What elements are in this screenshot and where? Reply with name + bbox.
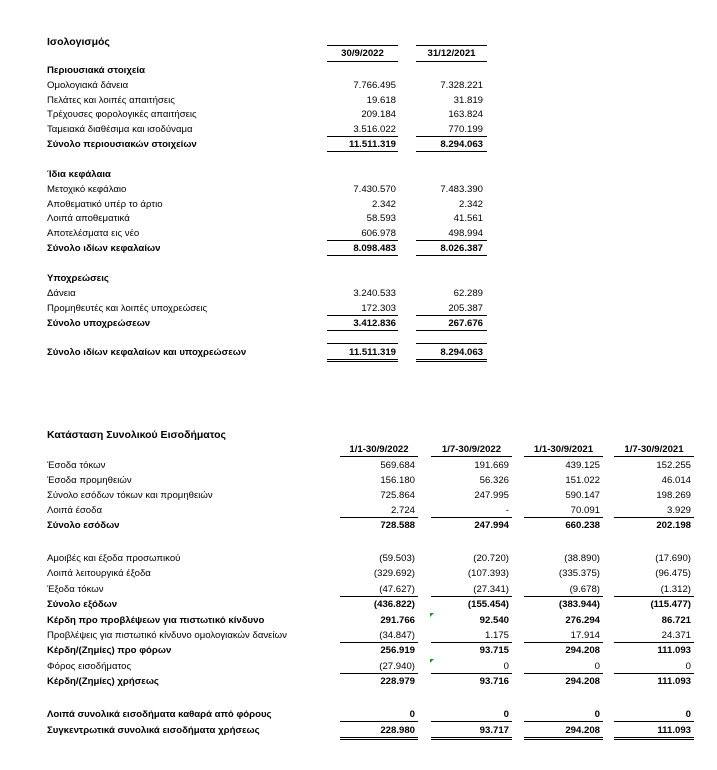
cell-value: 725.864 <box>380 490 415 501</box>
grand-total-value: 228.980 <box>380 725 415 736</box>
cell-value: (335.375) <box>558 568 600 579</box>
row-label: Μετοχικό κεφάλαιο <box>47 184 127 195</box>
total-row-label: Κέρδη/(Ζημίες) προ φόρων <box>47 645 172 656</box>
cell-value: 62.289 <box>453 288 483 299</box>
total-value: 728.588 <box>380 520 415 531</box>
cell-value: 7.430.570 <box>353 184 396 195</box>
total-value: 247.994 <box>474 520 509 531</box>
balance-sheet-title: Ισολογισμός <box>47 36 110 48</box>
cell-value: 0 <box>594 661 600 672</box>
row-label: Αποτελέσματα εις νέο <box>47 228 140 239</box>
grand-total-value: 11.511.319 <box>349 347 396 358</box>
cell-value: (96.475) <box>655 568 691 579</box>
total-value: 0 <box>503 709 509 720</box>
total-value: 8.294.063 <box>440 139 483 150</box>
cell-value: 439.125 <box>565 460 600 471</box>
row-label: Προβλέψεις για πιστωτικό κίνδυνο ομολογιακών δανείων <box>47 630 287 641</box>
income-header-col3: 1/1-30/9/2021 <box>533 444 594 455</box>
total-value: 0 <box>685 709 691 720</box>
cell-value: 2.342 <box>458 199 483 210</box>
total-value: 8.098.483 <box>353 243 396 254</box>
cell-value: (9.678) <box>569 584 600 595</box>
section-title-liabilities: Υποχρεώσεις <box>47 273 109 284</box>
cell-value: (20.720) <box>473 553 509 564</box>
cell-value: (59.503) <box>379 553 415 564</box>
income-header-col4: 1/7-30/9/2021 <box>624 444 684 455</box>
grand-total-value: 8.294.063 <box>440 347 483 358</box>
row-label: Τρέχουσες φορολογικές απαιτήσεις <box>47 109 197 120</box>
total-value: 294.208 <box>565 645 600 656</box>
section-title-assets: Περιουσιακά στοιχεία <box>47 65 145 76</box>
total-value: 228.979 <box>380 676 415 687</box>
row-label: Προμηθευτές και λοιπές υποχρεώσεις <box>47 303 208 314</box>
grand-total-value: 93.717 <box>479 725 509 736</box>
total-value: (383.944) <box>558 599 600 610</box>
row-label: Αμοιβές και έξοδα προσωπικού <box>47 553 181 564</box>
total-value: 276.294 <box>565 615 600 626</box>
total-value: 92.540 <box>479 615 509 626</box>
cell-value: 7.328.221 <box>440 80 483 91</box>
cell-value: 3.929 <box>666 505 691 516</box>
cell-value: 46.014 <box>661 475 691 486</box>
total-value: 8.026.387 <box>440 243 483 254</box>
cell-value: (34.847) <box>379 630 415 641</box>
total-value: 93.716 <box>479 676 509 687</box>
cell-value: 2.342 <box>371 199 396 210</box>
balance-header-col2: 31/12/2021 <box>427 48 476 59</box>
cell-value: 17.914 <box>570 630 600 641</box>
total-value: (436.822) <box>373 599 415 610</box>
total-row-label: Σύνολο ιδίων κεφαλαίων <box>47 243 161 254</box>
cell-value: (329.692) <box>373 568 415 579</box>
total-row-label: Κέρδη προ προβλέψεων για πιστωτικό κίνδυνο <box>47 615 265 626</box>
grand-total-label: Συγκεντρωτικά συνολικά εισοδήματα χρήσεως <box>47 725 260 736</box>
income-header-col2: 1/7-30/9/2022 <box>441 444 502 455</box>
total-value: (115.477) <box>650 599 691 610</box>
total-value: 0 <box>409 709 415 720</box>
cell-value: 3.516.022 <box>353 124 396 135</box>
total-value: 3.412.836 <box>353 318 396 329</box>
cell-value: (1.312) <box>660 584 691 595</box>
total-value: 294.208 <box>565 676 600 687</box>
row-label: Σύνολο εσόδων τόκων και προμηθειών <box>47 490 213 501</box>
cell-value: 590.147 <box>565 490 600 501</box>
row-label: Αποθεματικό υπέρ το άρτιο <box>47 199 163 210</box>
row-label: Ομολογιακά δάνεια <box>47 80 129 91</box>
cell-value: (27.940) <box>379 661 415 672</box>
cell-value: 498.994 <box>448 228 483 239</box>
cell-value: (47.627) <box>379 584 415 595</box>
total-value: 660.238 <box>565 520 600 531</box>
cell-value: 606.978 <box>361 228 396 239</box>
total-value: 291.766 <box>380 615 415 626</box>
cell-value: 770.199 <box>448 124 483 135</box>
row-label: Έσοδα τόκων <box>47 460 106 471</box>
cell-value: 198.269 <box>656 490 691 501</box>
total-row-label: Σύνολο εξόδων <box>47 599 118 610</box>
cell-value: 172.303 <box>361 303 396 314</box>
cell-value: 24.371 <box>661 630 691 641</box>
total-value: 86.721 <box>661 615 691 626</box>
cell-value: 152.255 <box>656 460 691 471</box>
cell-value: 151.022 <box>565 475 600 486</box>
row-label: Δάνεια <box>47 288 76 299</box>
cell-value: 191.669 <box>474 460 509 471</box>
total-value: 93.715 <box>479 645 509 656</box>
grand-total-label: Σύνολο ιδίων κεφαλαίων και υποχρεώσεων <box>47 347 247 358</box>
cell-value: 58.593 <box>366 213 396 224</box>
total-value: 202.198 <box>656 520 691 531</box>
total-row-label: Σύνολο περιουσιακών στοιχείων <box>47 139 197 150</box>
cell-value: - <box>505 505 509 516</box>
total-row-label: Σύνολο υποχρεώσεων <box>47 318 151 329</box>
cell-value: 19.618 <box>366 95 396 106</box>
cell-value: 70.091 <box>570 505 600 516</box>
row-label: Πελάτες και λοιπές απαιτήσεις <box>47 95 175 106</box>
income-header-col1: 1/1-30/9/2022 <box>349 444 409 455</box>
cell-value: 205.387 <box>448 303 483 314</box>
cell-value: 1.175 <box>484 630 509 641</box>
total-row-label: Σύνολο εσόδων <box>47 520 120 531</box>
cell-value: (107.393) <box>467 568 509 579</box>
cell-value: 0 <box>685 661 691 672</box>
cell-value: 247.995 <box>474 490 509 501</box>
row-label: Λοιπά αποθεματικά <box>47 213 130 224</box>
row-label: Ταμειακά διαθέσιμα και ισοδύναμα <box>47 124 193 135</box>
cell-value: 569.684 <box>380 460 415 471</box>
cell-value: 209.184 <box>361 109 396 120</box>
total-value: 111.093 <box>657 645 691 656</box>
cell-value: 2.724 <box>390 505 415 516</box>
total-row-label: Κέρδη/(Ζημίες) χρήσεως <box>47 676 159 687</box>
cell-value: 31.819 <box>453 95 483 106</box>
cell-value: 7.766.495 <box>353 80 396 91</box>
cell-value: 7.483.390 <box>440 184 483 195</box>
cell-value: (38.890) <box>564 553 600 564</box>
cell-value: 56.326 <box>479 475 509 486</box>
row-label: Έσοδα προμηθειών <box>47 475 132 486</box>
row-label: Λοιπά λειτουργικά έξοδα <box>47 568 151 579</box>
total-value: 11.511.319 <box>349 139 396 150</box>
total-value: 0 <box>594 709 600 720</box>
total-row-label: Λοιπά συνολικά εισοδήματα καθαρά από φόρους <box>47 709 272 720</box>
grand-total-value: 294.208 <box>565 725 600 736</box>
row-label: Φόρος εισοδήματος <box>47 661 132 672</box>
cell-value: (17.690) <box>655 553 691 564</box>
cell-value: (27.341) <box>473 584 509 595</box>
total-value: (155.454) <box>467 599 509 610</box>
cell-value: 163.824 <box>448 109 483 120</box>
cell-value: 3.240.533 <box>353 288 396 299</box>
section-title-equity: Ίδια κεφάλαια <box>47 169 111 180</box>
balance-header-col1: 30/9/2022 <box>341 48 384 59</box>
row-label: Λοιπά έσοδα <box>47 505 102 516</box>
cell-value: 156.180 <box>380 475 415 486</box>
total-value: 256.919 <box>380 645 415 656</box>
cell-value: 41.561 <box>453 213 483 224</box>
row-label: Έξοδα τόκων <box>47 584 104 595</box>
cell-value: 0 <box>503 661 509 672</box>
income-statement-title: Κατάσταση Συνολικού Εισοδήματος <box>47 429 227 441</box>
total-value: 111.093 <box>657 676 691 687</box>
total-value: 267.676 <box>448 318 483 329</box>
grand-total-value: 111.093 <box>657 725 691 736</box>
